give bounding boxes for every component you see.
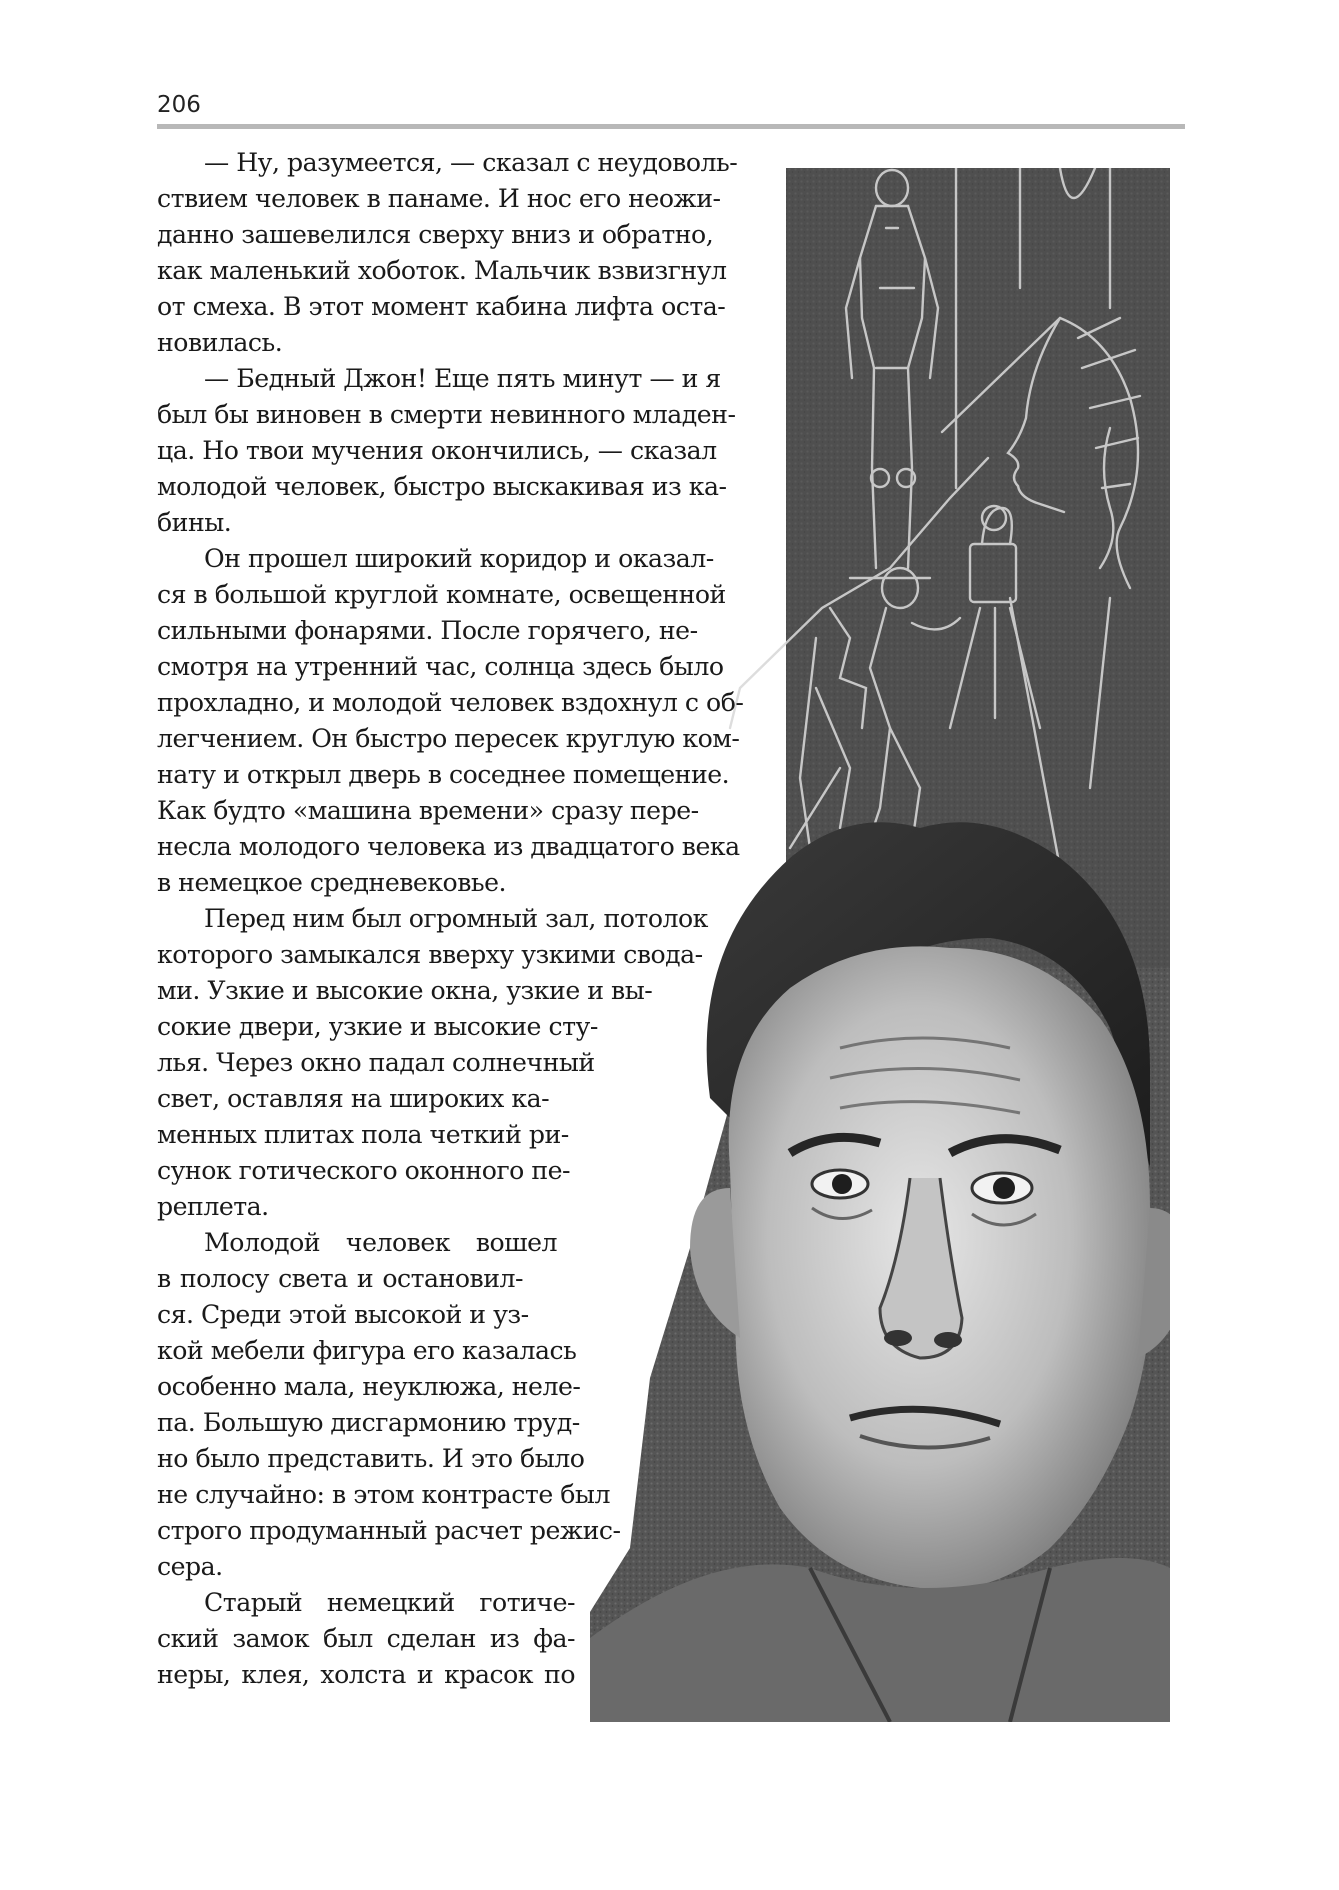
text-line: прохладно, и молодой человек вздохнул с об- bbox=[157, 688, 744, 717]
text-line: кой мебели фигура его казалась bbox=[157, 1336, 577, 1365]
page-number: 206 bbox=[157, 92, 201, 118]
text-line: реплета. bbox=[157, 1192, 269, 1221]
text-line: сокие двери, узкие и высокие сту- bbox=[157, 1012, 598, 1041]
text-line: от смеха. В этот момент кабина лифта оста- bbox=[157, 292, 726, 321]
text-line: ствием человек в панаме. И нос его неожи- bbox=[157, 184, 721, 213]
header-rule bbox=[157, 124, 1185, 129]
text-line: не случайно: в этом контрасте был bbox=[157, 1480, 610, 1509]
text-line: как маленький хоботок. Мальчик взвизгнул bbox=[157, 256, 727, 285]
text-line: ся в большой круглой комнате, освещенной bbox=[157, 580, 726, 609]
text-line: в полосу света и остановил- bbox=[157, 1264, 523, 1293]
text-line: сильными фонарями. После горячего, не- bbox=[157, 616, 698, 645]
text-line: особенно мала, неуклюжа, неле- bbox=[157, 1372, 581, 1401]
text-line: смотря на утренний час, солнца здесь было bbox=[157, 652, 724, 681]
text-line: которого замыкался вверху узкими свода- bbox=[157, 940, 703, 969]
text-line: ский замок был сделан из фа- bbox=[157, 1624, 575, 1653]
text-line: лья. Через окно падал солнечный bbox=[157, 1048, 595, 1077]
text-line: Как будто «машина времени» сразу пере- bbox=[157, 796, 699, 825]
text-line: строго продуманный расчет режис- bbox=[157, 1516, 621, 1545]
text-line: бины. bbox=[157, 508, 232, 537]
text-line: был бы виновен в смерти невинного младен- bbox=[157, 400, 736, 429]
text-line: сунок готического оконного пе- bbox=[157, 1156, 571, 1185]
text-line: сера. bbox=[157, 1552, 223, 1581]
text-line: новилась. bbox=[157, 328, 283, 357]
text-line: но было представить. И это было bbox=[157, 1444, 585, 1473]
text-line: молодой человек, быстро выскакивая из ка- bbox=[157, 472, 727, 501]
text-line: несла молодого человека из двадцатого века bbox=[157, 832, 740, 861]
text-line: па. Большую дисгармонию труд- bbox=[157, 1408, 580, 1437]
text-line: легчением. Он быстро пересек круглую ком- bbox=[157, 724, 740, 753]
text-line: ми. Узкие и высокие окна, узкие и вы- bbox=[157, 976, 653, 1005]
text-line: неры, клея, холста и красок по bbox=[157, 1660, 575, 1689]
text-line: ся. Среди этой высокой и уз- bbox=[157, 1300, 529, 1329]
text-line: свет, оставляя на широких ка- bbox=[157, 1084, 550, 1113]
text-line: Он прошел широкий коридор и оказал- bbox=[204, 544, 714, 573]
text-line: — Бедный Джон! Еще пять минут — и я bbox=[204, 364, 721, 393]
text-line: Старый немецкий готиче- bbox=[204, 1588, 575, 1617]
text-line: данно зашевелился сверху вниз и обратно, bbox=[157, 220, 714, 249]
text-line: нату и открыл дверь в соседнее помещение. bbox=[157, 760, 730, 789]
text-line: Молодой человек вошел bbox=[204, 1228, 557, 1257]
text-line: — Ну, разумеется, — сказал с неудоволь- bbox=[204, 148, 738, 177]
text-line: в немецкое средневековье. bbox=[157, 868, 507, 897]
text-line: Перед ним был огромный зал, потолок bbox=[204, 904, 708, 933]
text-line: ца. Но твои мучения окончились, — сказал bbox=[157, 436, 717, 465]
text-line: менных плитах пола четкий ри- bbox=[157, 1120, 569, 1149]
